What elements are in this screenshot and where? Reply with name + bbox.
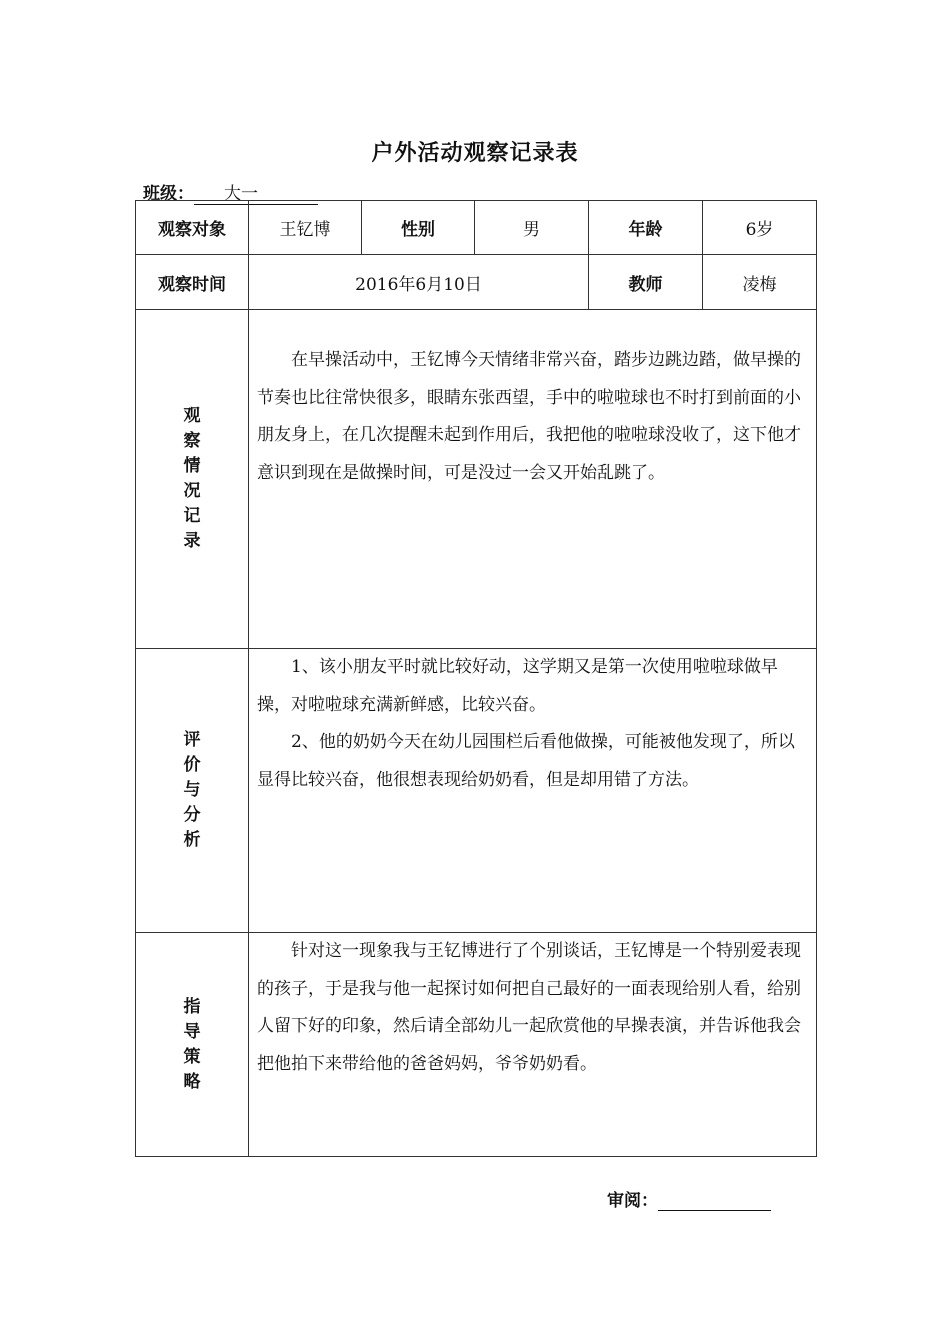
analysis-paragraph-2: 2、他的奶奶今天在幼儿园围栏后看他做操，可能被他发现了，所以显得比较兴奋，他很想表现给奶奶看，但是却用错了方法。	[257, 732, 795, 790]
gender-value: 男	[475, 201, 589, 255]
gender-label: 性别	[362, 201, 475, 255]
class-value: 大一	[194, 183, 318, 205]
table-row	[136, 201, 817, 255]
analysis-label	[136, 649, 249, 933]
label-char: 策	[183, 1046, 201, 1067]
label-char: 导	[183, 1021, 201, 1042]
strategy-content	[249, 933, 817, 1157]
label-char: 录	[183, 531, 201, 551]
table-row	[136, 255, 817, 310]
label-char: 与	[183, 780, 201, 800]
age-label: 年龄	[589, 201, 703, 255]
label-char: 评	[183, 730, 201, 750]
page-title: 户外活动观察记录表	[371, 141, 579, 166]
analysis-content	[249, 649, 817, 933]
subject-label: 观察对象	[136, 201, 249, 255]
label-char: 况	[183, 481, 201, 501]
label-char: 分	[183, 805, 201, 825]
review-label: 审阅：	[607, 1191, 658, 1211]
table-row	[136, 649, 817, 933]
teacher-label: 教师	[589, 255, 703, 310]
subject-value: 王钇博	[249, 201, 362, 255]
label-char: 略	[183, 1071, 201, 1092]
review-signature-line	[658, 1190, 771, 1211]
strategy-text: 针对这一现象我与王钇博进行了个别谈话，王钇博是一个特别爱表现的孩子，于是我与他一起探讨如何把自己最好的一面表现给别人看，给别人留下好的印象，然后请全部幼儿一起欣赏他的早操表演，并告诉他我会把他拍下来带给他的爸爸妈妈，爷爷奶奶看。	[257, 941, 801, 1074]
label-char: 析	[183, 830, 201, 850]
label-char: 指	[183, 996, 201, 1017]
time-value: 2016年6月10日	[249, 255, 589, 310]
observation-table	[135, 200, 817, 1157]
table-row	[136, 310, 817, 649]
observation-text: 在早操活动中，王钇博今天情绪非常兴奋，踏步边跳边踏，做早操的节奏也比往常快很多，眼睛东张西望，手中的啦啦球也不时打到前面的小朋友身上，在几次提醒未起到作用后，我把他的啦啦球没收了，这下他才意识到现在是做操时间，可是没过一会又开始乱跳了。	[257, 350, 801, 483]
table-row	[136, 933, 817, 1157]
label-char: 情	[183, 456, 201, 476]
teacher-value: 凌梅	[703, 255, 817, 310]
strategy-label	[136, 933, 249, 1157]
age-value: 6岁	[703, 201, 817, 255]
analysis-paragraph-1: 1、该小朋友平时就比较好动，这学期又是第一次使用啦啦球做早操，对啦啦球充满新鲜感，比较兴奋。	[257, 657, 778, 715]
observation-label	[136, 310, 249, 649]
label-char: 记	[183, 506, 201, 526]
time-label: 观察时间	[136, 255, 249, 310]
review-line	[607, 1186, 771, 1211]
observation-content	[249, 310, 817, 649]
label-char: 观	[183, 406, 201, 426]
label-char: 察	[183, 431, 201, 451]
class-label: 班级：	[143, 184, 194, 204]
label-char: 价	[183, 755, 201, 775]
